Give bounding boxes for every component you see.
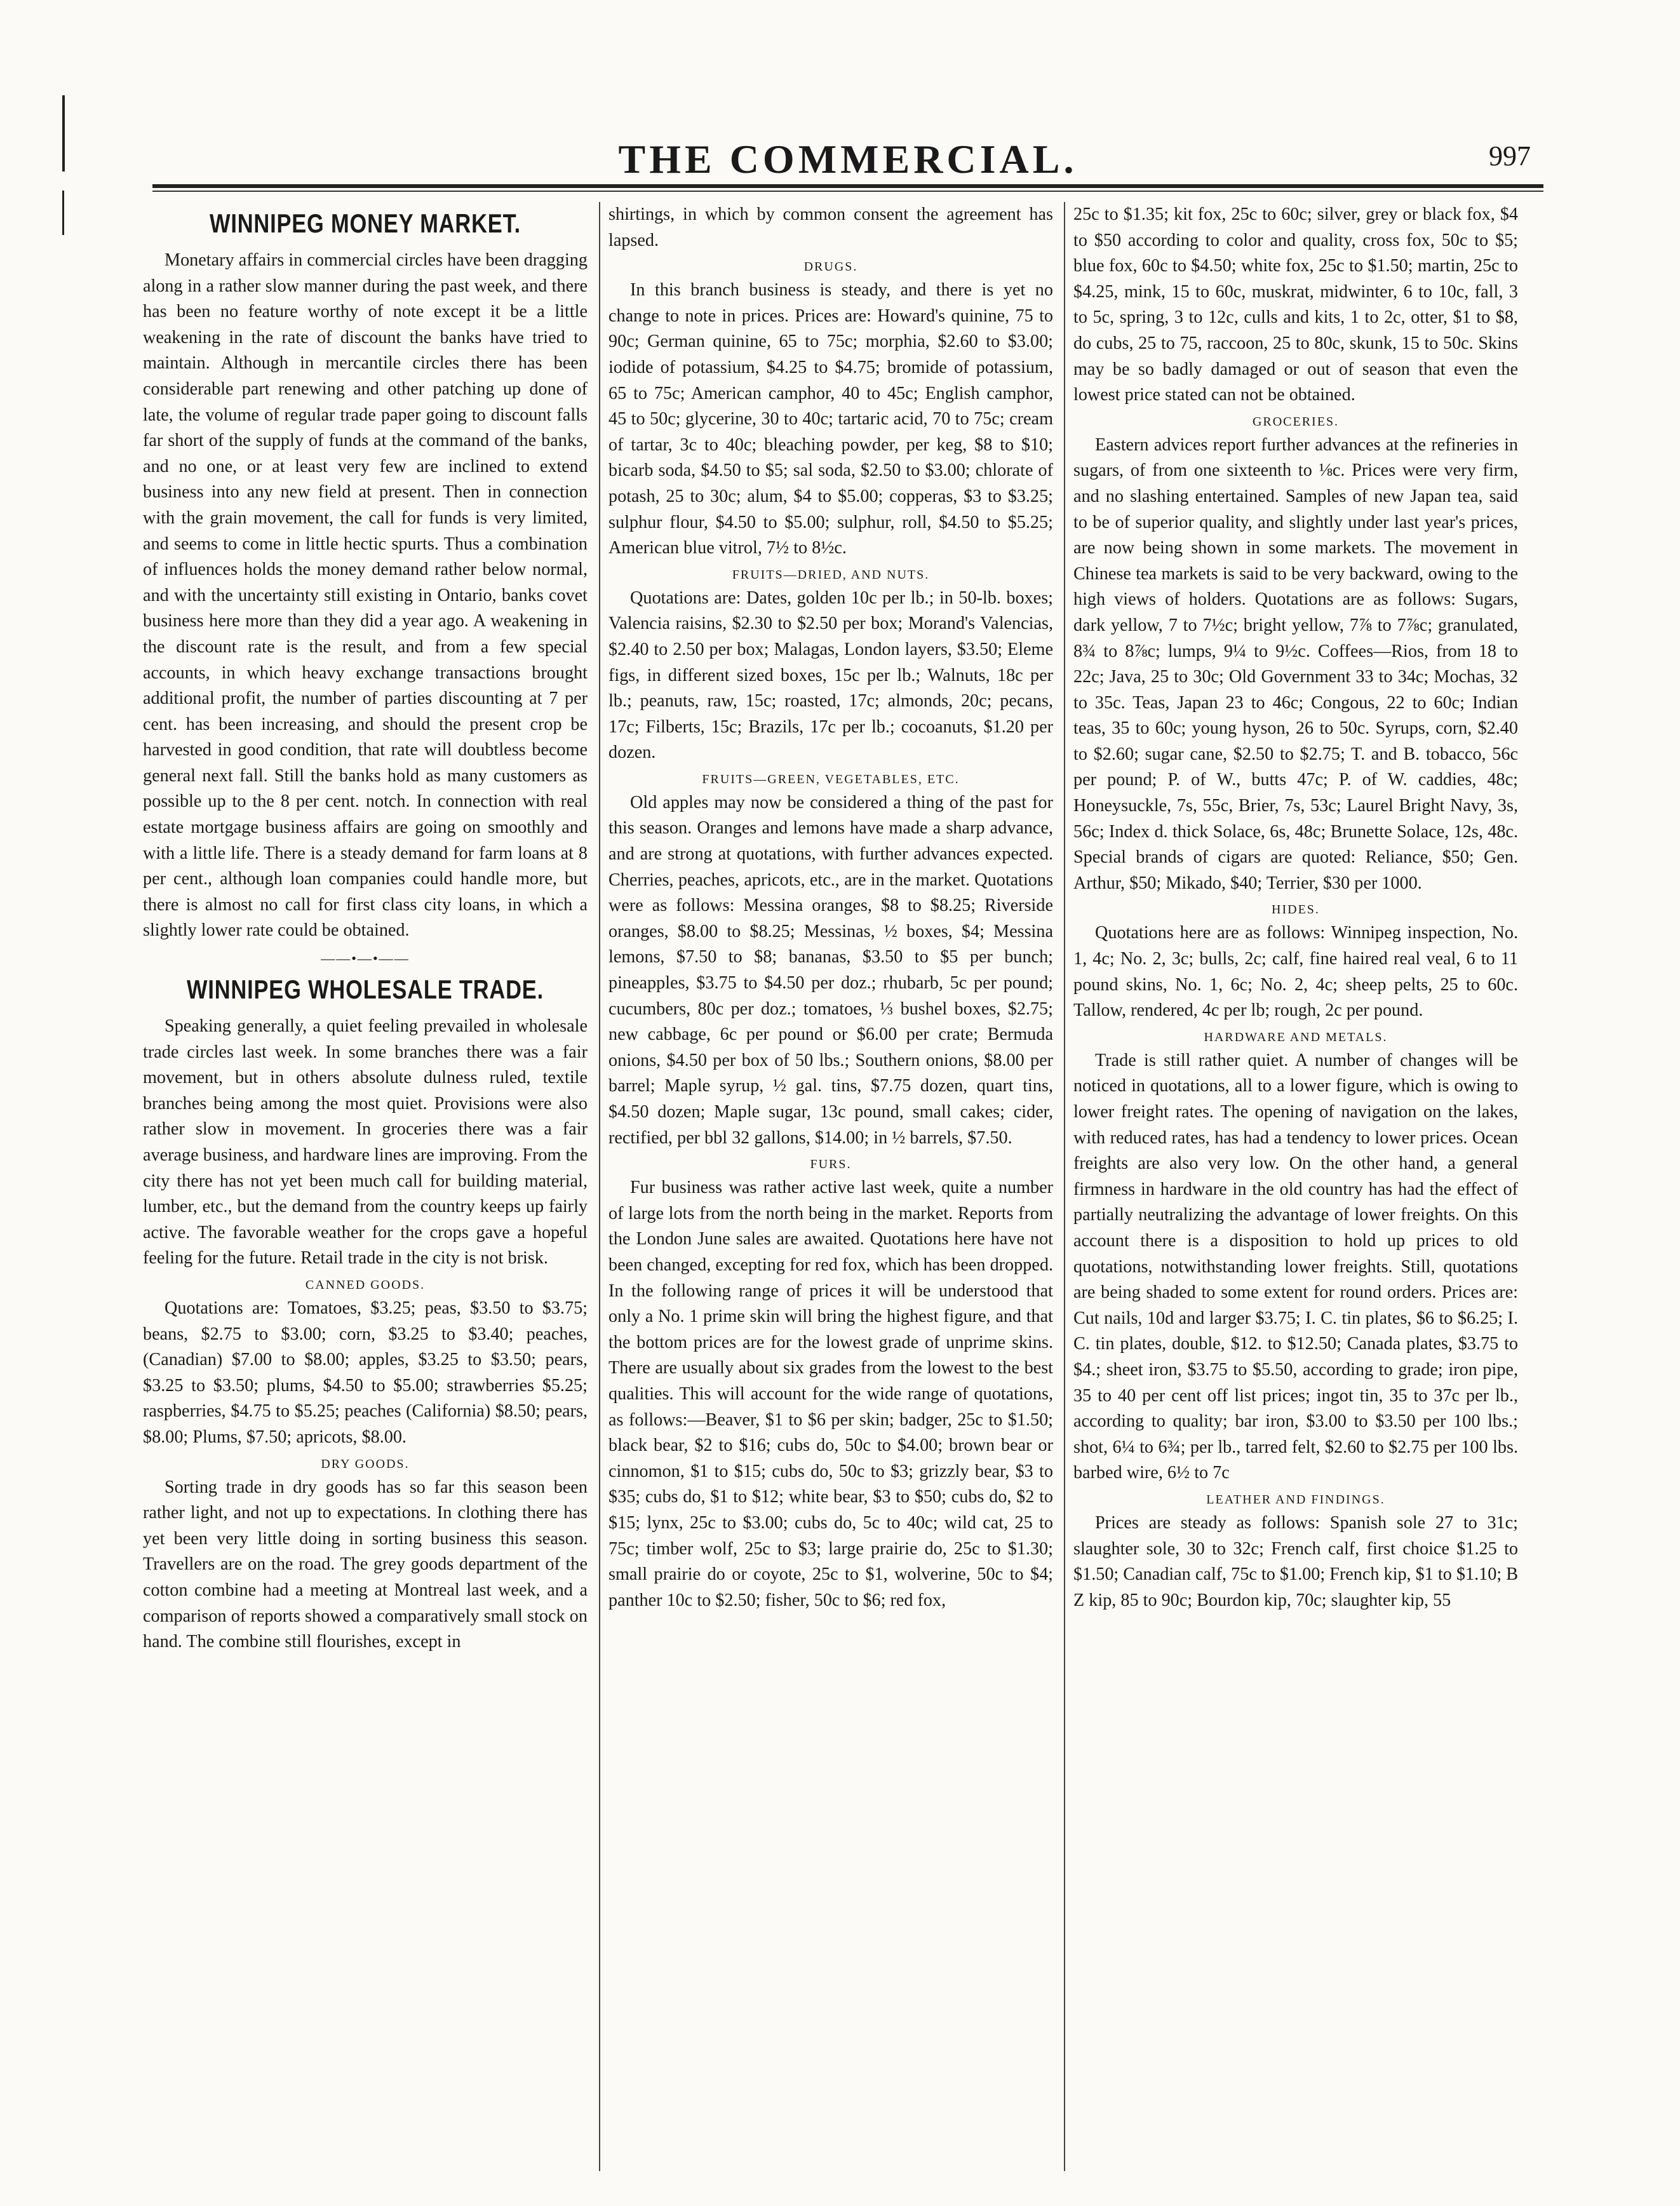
- margin-mark: [62, 191, 64, 235]
- wholesale-trade-paragraph: Speaking generally, a quiet feeling prevailed in wholesale trade circles last week. In some branches there was a fair movement, but in others absolute dulness ruled, textile branches being among the most quiet. Provisions were also rather slow in movement. In groceries there was a fair average business, and hardware lines are improving. From the city there has not yet been much call for building material, lumber, etc., but the demand from the country keeps up fairly active. The favorable weather for the crops gave a hopeful feeling for the future. Retail trade in the city is not brisk.: [143, 1016, 588, 1268]
- hardware-paragraph: Trade is still rather quiet. A number of changes will be noticed in quotations, all to a lower figure, which is owing to lower freight rates. The opening of navigation on the lakes, with reduced rates, has had a tendency to lower prices. Ocean freights are also very low. On the other hand, a general firmness in hardware in the old country has had the effect of partially neutralizing the advantage of lower freights. On this account there is a disposition to hold up prices to old quotations, notwithstanding lower freights. Still, quotations are being shaded to some extent for round orders. Prices are: Cut nails, 10d and larger $3.75; I. C. tin plates, $6 to $6.25; I. C. tin plates, double, $12. to $12.50; Canada plates, $3.75 to $4.; sheet iron, $3.75 to $5.50, according to grade; iron pipe, 35 to 40 per cent off list prices; ingot tin, 35 to 37c per lb., according to quality; bar iron, $3.00 to $3.50 per 100 lbs.; shot, 6¼ to 6¾; per lb., tarred felt, $2.60 to $2.75 per 100 lbs. barbed wire, 6½ to 7c: [1073, 1050, 1518, 1483]
- fruits-dried-paragraph: Quotations are: Dates, golden 10c per lb.; in 50-lb. boxes; Valencia raisins, $2.30 to $2.50 per box; Morand's Valencias, $2.40 to 2.50 per box; Malagas, London layers, $3.50; Eleme figs, in different sized boxes, 15c per lb.; Walnuts, 18c per lb.; peanuts, raw, 15c; roasted, 17c; almonds, 20c; pecans, 17c; Filberts, 15c; Brazils, 17c per lb.; cocoanuts, $1.20 per dozen.: [608, 588, 1053, 763]
- column-1: [143, 202, 588, 1655]
- hides-paragraph: Quotations here are as follows: Winnipeg inspection, No. 1, 4c; No. 2, 3c; bulls, 2c; calf, fine haired real veal, 6 to 11 pound skins, No. 1, 6c; No. 2, 4c; sheep pelts, 25 to 60c. Tallow, rendered, 4c per lb; rough, 2c per pound.: [1073, 923, 1518, 1021]
- header-rule-thin: [152, 191, 1543, 192]
- fruits-green-heading: FRUITS—GREEN, VEGETABLES, ETC.: [702, 772, 960, 786]
- header-rule: [152, 184, 1543, 188]
- furs-heading: FURS.: [810, 1157, 852, 1172]
- groceries-paragraph: Eastern advices report further advances at the refineries in sugars, of from one sixteenth to ⅛c. Prices were very firm, and no slashing entertained. Samples of new Japan tea, said to be of superior quality, and slightly under last year's prices, are now being shown in some markets. The movement in Chinese tea markets is said to be very backward, owing to the high views of holders. Quotations are as follows: Sugars, dark yellow, 7 to 7½c; bright yellow, 7⅞ to 7⅞c; granulated, 8¾ to 8⅞c; lumps, 9¼ to 9½c. Coffees—Rios, from 18 to 22c; Java, 25 to 30c; Old Government 33 to 34c; Mochas, 32 to 35c. Teas, Japan 23 to 46c; Congous, 22 to 60c; Indian teas, 35 to 60c; young hyson, 26 to 50c. Syrups, corn, $2.40 to $2.60; sugar cane, $2.50 to $2.75; T. and B. tobacco, 56c per pound; P. of W., butts 47c; P. of W. caddies, 48c; Honeysuckle, 7s, 55c, Brier, 7s, 53c; Laurel Bright Navy, 3s, 56c; Index d. thick Solace, 6s, 48c; Brunette Solace, 12s, 48c. Special brands of cigars are quoted: Reliance, $50; Gen. Arthur, $50; Mikado, $40; Terrier, $30 per 1000.: [1073, 434, 1518, 893]
- money-market-heading: WINNIPEG MONEY MARKET.: [209, 208, 521, 238]
- furs-continued: 25c to $1.35; kit fox, 25c to 60c; silver, grey or black fox, $4 to $50 according to color and quality, cross fox, 50c to $5; blue fox, 60c to $4.50; white fox, 25c to $1.50; martin, 25c to $4.25, mink, 15 to 60c, muskrat, midwinter, 6 to 10c, fall, 3 to 5c, spring, 3 to 12c, culls and kits, 1 to 2c, otter, $1 to $8, do cubs, 25 to 75, raccoon, 25 to 80c, skunk, 15 to 50c. Skins may be so badly damaged or out of season that even the lowest price stated can not be obtained.: [1073, 205, 1518, 405]
- margin-mark: [62, 95, 65, 172]
- section-divider: ——•—•——: [321, 950, 410, 967]
- column-3: [1073, 202, 1518, 1613]
- drugs-paragraph: In this branch business is steady, and there is yet no change to note in prices. Prices are: Howard's quinine, 75 to 90c; German quinine, 65 to 75c; morphia, $2.60 to $3.00; iodide of potassium, $4.25 to $4.75; bromide of potassium, 65 to 75c; American camphor, 40 to 45c; English camphor, 45 to 50c; glycerine, 30 to 40c; tartaric acid, 70 to 75c; cream of tartar, 3c to 40c; bleaching powder, per keg, $8 to $10; bicarb soda, $4.50 to $5; sal soda, $2.50 to $3.00; chlorate of potash, 25 to 30c; alum, $4 to $5.00; copperas, $3 to $3.25; sulphur flour, $4.50 to $5.00; sulphur, roll, $4.50 to $5.25; American blue vitrol, 7½ to 8½c.: [608, 280, 1053, 558]
- masthead-title: THE COMMERCIAL.: [618, 137, 1078, 182]
- hardware-heading: HARDWARE AND METALS.: [1204, 1030, 1388, 1044]
- fruits-green-paragraph: Old apples may now be considered a thing of the past for this season. Oranges and lemons have made a sharp advance, and are strong at quotations, with further advances expected. Cherries, peaches, apricots, etc., are in the market. Quotations were as follows: Messina oranges, $8 to $8.25; Riverside oranges, $8.00 to $8.25; Messinas, ½ boxes, $4; Messina lemons, $7.50 to $8; bananas, $3.50 to $5 per bunch; pineapples, $3.75 to $4.50 per doz.; rhubarb, 5c per pound; cucumbers, 80c per doz.; tomatoes, ⅓ bushel boxes, $2.75; new cabbage, 6c per pound or $6.00 per crate; Bermuda onions, $4.50 per box of 50 lbs.; Southern onions, $8.00 per barrel; Maple syrup, ½ gal. tins, $7.75 dozen, quart tins, $4.50 dozen; Maple sugar, 13c pound, small cakes; cider, rectified, per bbl 32 gallons, $14.00; in ½ barrels, $7.50.: [608, 792, 1053, 1148]
- leather-heading: LEATHER AND FINDINGS.: [1206, 1492, 1385, 1507]
- hides-heading: HIDES.: [1272, 903, 1320, 917]
- column-2: [608, 202, 1053, 1613]
- leather-paragraph: Prices are steady as follows: Spanish sole 27 to 31c; slaughter sole, 30 to 32c; French calf, first choice $1.25 to $1.50; Canadian calf, 75c to $1.00; French kip, $1 to $1.10; B Z kip, 85 to 90c; Bourdon kip, 70c; slaughter kip, 55: [1073, 1512, 1518, 1610]
- wholesale-trade-heading: WINNIPEG WHOLESALE TRADE.: [187, 974, 544, 1005]
- column-rule: [599, 202, 600, 2171]
- dry-goods-continued: shirtings, in which by common consent the agreement has lapsed.: [608, 205, 1053, 250]
- canned-goods-paragraph: Quotations are: Tomatoes, $3.25; peas, $3.50 to $3.75; beans, $2.75 to $3.00; corn, $3.25 to $3.40; peaches, (Canadian) $7.00 to $8.00; apples, $3.25 to $3.50; pears, $3.25 to $3.50; plums, $4.50 to $5.00; strawberries $5.25; raspberries, $4.75 to $5.25; peaches (California) $8.50; pears, $8.00; Plums, $7.50; apricots, $8.00.: [143, 1298, 588, 1447]
- page-header: [152, 136, 1543, 180]
- dry-goods-paragraph: Sorting trade in dry goods has so far this season been rather light, and not up to expectations. In clothing there has yet been very little doing in sorting business this season. Travellers are on the road. The grey goods department of the cotton combine had a meeting at Montreal last week, and a comparison of reports showed a comparatively small stock on hand. The combine still flourishes, except in: [143, 1477, 588, 1652]
- page-number: 997: [1489, 140, 1531, 172]
- canned-goods-heading: CANNED GOODS.: [305, 1277, 426, 1292]
- groceries-heading: GROCERIES.: [1252, 414, 1340, 429]
- fruits-dried-heading: FRUITS—DRIED, AND NUTS.: [732, 567, 930, 582]
- money-market-paragraph: Monetary affairs in commercial circles have been dragging along in a rather slow manner during the past week, and there has been no feature worthy of note except it be a little weakening in the rate of discount the banks have tried to maintain. Although in mercantile circles there has been considerable part renewing and other patching up done of late, the volume of regular trade paper going to discount falls far short of the supply of funds at the command of the banks, and no one, or at least very few are inclined to extend business into any new field at present. Then in connection with the grain movement, the call for funds is very limited, and seems to come in little hectic spurts. Thus a combination of influences holds the money demand rather below normal, and with the uncertainty still existing in Ontario, banks covet business here more than they did a year ago. A weakening in the discount rate is the result, and from a few special accounts, in which heavy exchange transactions brought additional profit, the number of parties discounting at 7 per cent. has been increasing, and should the present crop be harvested in good condition, that rate will doubtless become general next fall. Still the banks hold as many customers as possible up to the 8 per cent. notch. In connection with real estate mortgage business affairs are going on smoothly and with a little life. There is a steady demand for farm loans at 8 per cent., although loan companies could handle more, but there is almost no call for first class city loans, in which a slightly lower rate could be obtained.: [143, 250, 588, 941]
- dry-goods-heading: DRY GOODS.: [321, 1456, 410, 1471]
- column-rule: [1064, 202, 1065, 2171]
- furs-paragraph: Fur business was rather active last week, quite a number of large lots from the north being in the market. Reports from the London June sales are awaited. Quotations here have not been changed, excepting for red fox, which has been dropped. In the following range of prices it will be understood that only a No. 1 prime skin will bring the highest figure, and that the bottom prices are for the lowest grade of unprime skins. There are usually about six grades from the lowest to the best qualities. This will account for the wide range of quotations, as follows:—Beaver, $1 to $6 per skin; badger, 25c to $1.50; black bear, $2 to $16; cubs do, 50c to $4.00; brown bear or cinnomon, $1 to $15; cubs do, 50c to $3; grizzly bear, $3 to $35; cubs do, $1 to $12; white bear, $3 to $50; cubs do, $2 to $15; lynx, 25c to $3.00; cubs do, 5c to 40c; wild cat, 25 to 75c; timber wolf, 25c to $3; large prairie do, 25c to $1.30; small prairie do or coyote, 25c to $1, wolverine, 50c to $4; panther 10c to $2.50; fisher, 50c to $6; red fox,: [608, 1178, 1053, 1610]
- drugs-heading: DRUGS.: [803, 260, 858, 274]
